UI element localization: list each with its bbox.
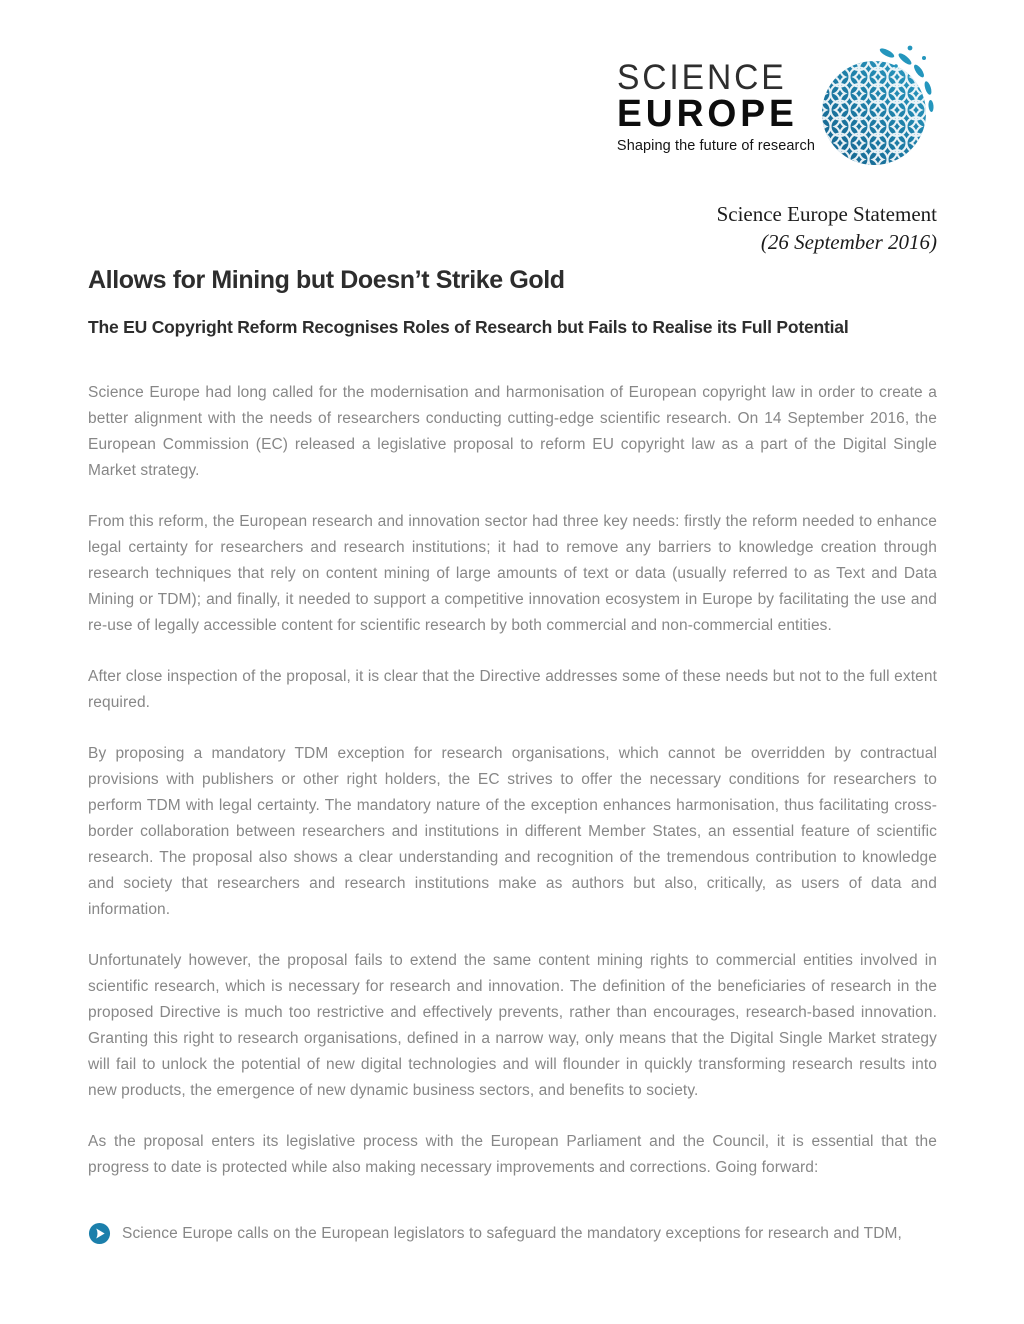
arrow-bullet-icon — [88, 1222, 111, 1245]
logo-europe-text: EUROPE — [616, 93, 798, 135]
body-paragraph: As the proposal enters its legislative process with the European Parliament and the Council, it is essential that the progress to date is protected while also making necessary improvements and corrections. Going forward: — [88, 1133, 937, 1176]
statement-header — [88, 200, 937, 256]
globe-icon — [821, 44, 937, 173]
body-paragraph: After close inspection of the proposal, it is clear that the Directive addresses some of these needs but not to the full extent required. — [88, 668, 937, 711]
page-title: Allows for Mining but Doesn’t Strike Gold — [88, 266, 565, 294]
body-copy — [88, 380, 937, 1181]
page-subtitle: The EU Copyright Reform Recognises Roles of Research but Fails to Realise its Full Potential — [88, 317, 849, 337]
science-europe-logo — [88, 0, 937, 168]
logo-wordmark — [617, 60, 815, 154]
body-paragraph: From this reform, the European research and innovation sector had three key needs: firstly the reform needed to enhance legal certainty for researchers and research institutions; it had to remove any barriers to knowledge creation through research techniques that rely on content mining of large amounts of text or data (usually referred to as Text and Data Mining or TDM); and finally, it needed to support a competitive innovation ecosystem in Europe by facilitating the use and re-use of legally accessible content for scientific research by both commercial and non-commercial entities. — [88, 513, 937, 634]
statement-date: (26 September 2016) — [760, 230, 937, 254]
body-paragraph: By proposing a mandatory TDM exception for research organisations, which cannot be overridden by contractual provisions with publishers or other right holders, the EC strives to offer the necessary conditions for researchers to perform TDM with legal certainty. The mandatory nature of the exception enhances harmonisation, thus facilitating cross-border collaboration between researchers and institutions in different Member States, an essential feature of scientific research. The proposal also shows a clear understanding and recognition of the tremendous contribution to knowledge and society that researchers and research institutions make as authors but also, critically, as users of data and information. — [88, 745, 937, 918]
bullet-text: Science Europe calls on the European legislators to safeguard the mandatory exceptions for research and TDM, — [122, 1225, 902, 1242]
bullet-item — [88, 1221, 937, 1247]
logo-tagline: Shaping the future of research — [616, 137, 815, 154]
body-paragraph: Science Europe had long called for the modernisation and harmonisation of European copyright law in order to create a better alignment with the needs of researchers conducting cutting-edge scientific research. On 14 September 2016, the European Commission (EC) released a legislative proposal to reform EU copyright law as a part of the Digital Single Market strategy. — [88, 384, 937, 479]
body-paragraph: Unfortunately however, the proposal fails to extend the same content mining rights to commercial entities involved in scientific research, which is necessary for research and innovation. The definition of the beneficiaries of research in the proposed Directive is much too restrictive and effectively prevents, rather than encourages, research-based innovation. Granting this right to research organisations, defined in a narrow way, only means that the Digital Single Market strategy will fail to unlock the potential of new digital technologies and will flounder in quickly transforming research results into new products, the emergence of new dynamic business sectors, and benefits to society. — [88, 952, 937, 1099]
logo-science-text: SCIENCE — [616, 58, 787, 97]
statement-title: Science Europe Statement — [716, 202, 937, 226]
